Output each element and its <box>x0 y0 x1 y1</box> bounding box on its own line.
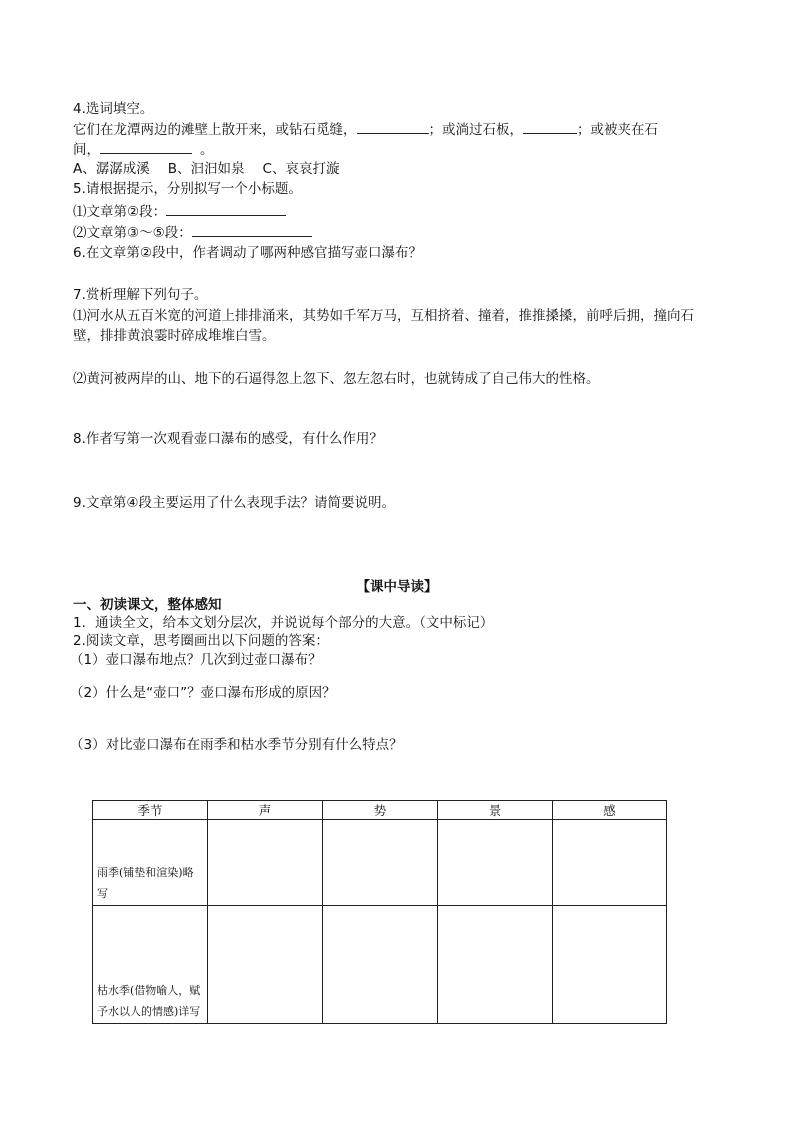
row-label-rainy: 雨季(铺垫和渲染)略写 <box>93 820 208 906</box>
q7-sentence-1-line1: ⑴河水从五百米宽的河道上排排涌来，其势如千军万马，互相挤着、撞着，推推搡搡，前呼后拥，撞向石 <box>73 308 694 324</box>
q5-item-2-label: ⑵文章第③～⑤段： <box>73 225 192 241</box>
q4-text-a: 它们在龙潭两边的滩壁上散开来，或钻石觅缝， <box>73 122 357 138</box>
answer-cell[interactable] <box>323 820 438 906</box>
header-sound: 声 <box>208 801 323 820</box>
answer-cell[interactable] <box>208 906 323 1024</box>
q4-option-b: B、汩汩如泉 <box>167 161 245 177</box>
table-row-rainy <box>93 820 667 906</box>
part1-heading: 一、初读课文，整体感知 <box>73 597 222 613</box>
header-momentum: 势 <box>323 801 438 820</box>
part1-item-1: 1．通读全文，给本文划分层次，并说说每个部分的大意。（文中标记） <box>73 615 494 631</box>
q4-text-d: 间， <box>73 142 100 158</box>
q4-blank-3[interactable] <box>100 139 192 154</box>
part1-sub-1: （1）壶口瀑布地点？几次到过壶口瀑布？ <box>70 652 322 668</box>
table-header-row <box>93 801 667 820</box>
answer-cell[interactable] <box>438 820 553 906</box>
header-season: 季节 <box>93 801 208 820</box>
q4-options <box>73 159 339 179</box>
row-label-dry: 枯水季(借物喻人，赋予水以人的情感)详写 <box>93 906 208 1024</box>
q4-sentence-line2 <box>73 139 214 160</box>
q4-text-b: ；或淌过石板， <box>428 122 523 138</box>
q5-blank-2[interactable] <box>192 222 312 237</box>
q4-option-c: C、哀哀打漩 <box>262 161 340 177</box>
q4-option-a: A、潺潺成溪 <box>73 161 150 177</box>
answer-cell[interactable] <box>553 906 667 1024</box>
q4-blank-2[interactable] <box>523 119 577 134</box>
q4-title: 4.选词填空。 <box>73 101 154 117</box>
q9-title: 9.文章第④段主要运用了什么表现手法？请简要说明。 <box>73 495 395 511</box>
q8-title: 8.作者写第一次观看壶口瀑布的感受，有什么作用？ <box>73 431 383 447</box>
part1-sub-3: （3）对比壶口瀑布在雨季和枯水季节分别有什么特点？ <box>70 737 403 753</box>
q5-blank-1[interactable] <box>166 201 286 216</box>
q4-text-c: ；或被夹在石 <box>577 122 658 138</box>
q5-item-1-label: ⑴文章第②段： <box>73 204 167 220</box>
q7-sentence-1-line2: 壁，排排黄浪霎时碎成堆堆白雪。 <box>73 328 276 344</box>
answer-cell[interactable] <box>438 906 553 1024</box>
q4-blank-1[interactable] <box>357 119 429 134</box>
answer-cell[interactable] <box>323 906 438 1024</box>
q5-title: 5.请根据提示，分别拟写一个小标题。 <box>73 181 302 197</box>
table-row-dry <box>93 906 667 1024</box>
q4-sentence-line1 <box>73 119 658 140</box>
q5-item-2 <box>73 222 312 243</box>
section-title: 【课中导读】 <box>356 579 438 595</box>
q7-sentence-2: ⑵黄河被两岸的山、地下的石逼得忽上忽下、忽左忽右时，也就铸成了自己伟大的性格。 <box>73 371 600 387</box>
q5-item-1 <box>73 201 286 222</box>
part1-sub-2: （2）什么是“壶口”？壶口瀑布形成的原因？ <box>70 685 336 701</box>
q6-title: 6.在文章第②段中，作者调动了哪两种感官描写壶口瀑布？ <box>73 245 422 261</box>
header-scene: 景 <box>438 801 553 820</box>
answer-cell[interactable] <box>553 820 667 906</box>
q4-text-e: 。 <box>200 142 214 158</box>
q7-title: 7.赏析理解下列句子。 <box>73 287 208 303</box>
part1-item-2: 2.阅读文章，思考圈画出以下问题的答案： <box>73 633 329 649</box>
answer-cell[interactable] <box>208 820 323 906</box>
header-feeling: 感 <box>553 801 667 820</box>
comparison-table <box>92 800 667 1024</box>
